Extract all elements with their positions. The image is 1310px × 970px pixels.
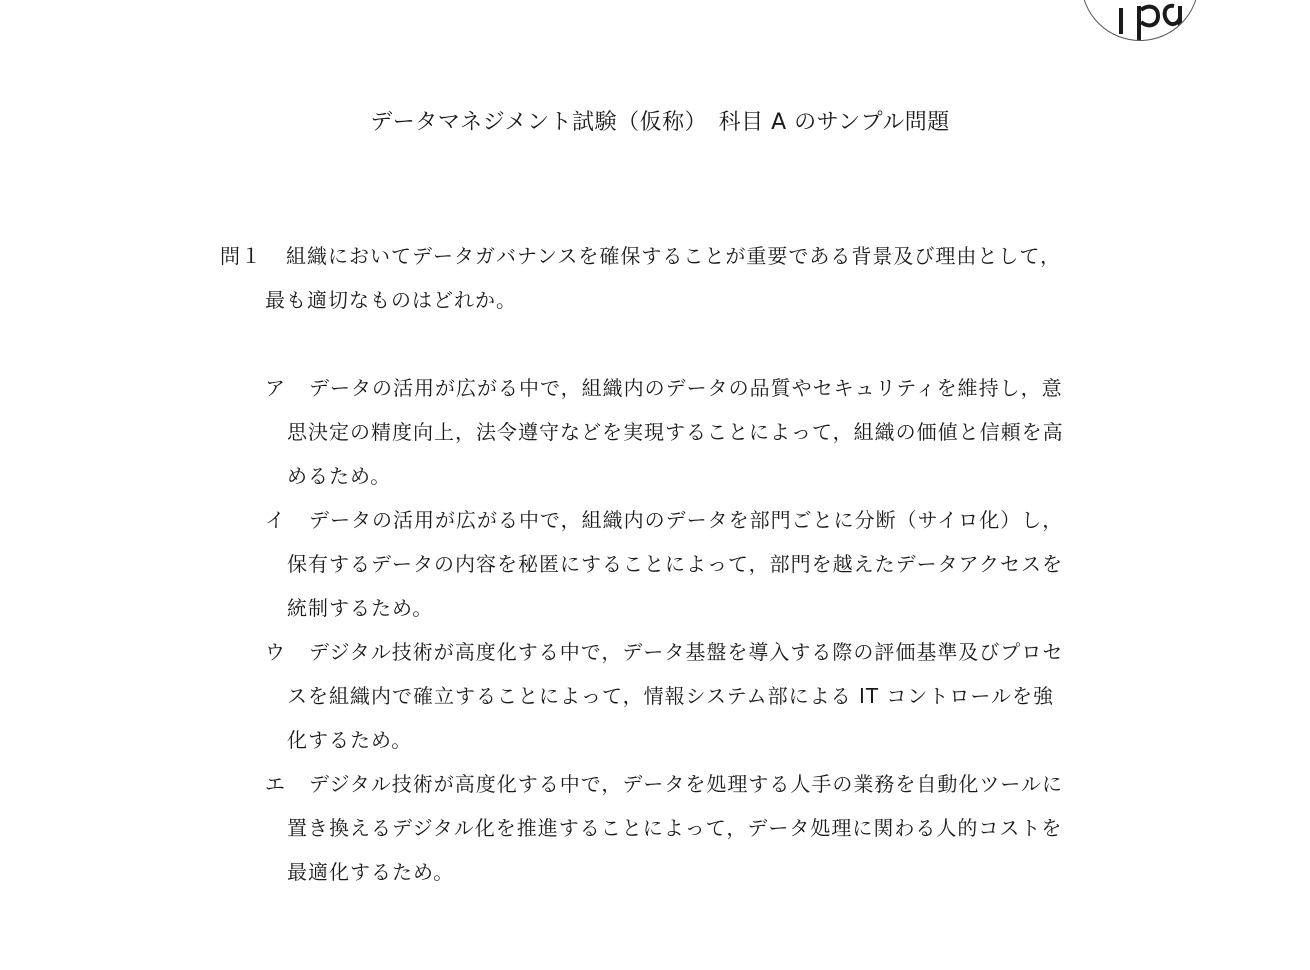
choice-e-marker: エ	[265, 772, 285, 796]
choice-a-line-1: データの活用が広がる中で，組織内のデータの品質やセキュリティを維持し，意	[309, 376, 1063, 400]
choice-u-line-1: デジタル技術が高度化する中で，データ基盤を導入する際の評価基準及びプロセ	[309, 640, 1064, 664]
choice-e-line-1: デジタル技術が高度化する中で，データを処理する人手の業務を自動化ツールに	[309, 772, 1063, 796]
choice-i-line-2: 保有するデータの内容を秘匿にすることによって，部門を越えたデータアクセスを	[287, 552, 1063, 576]
choice-u[interactable]	[265, 630, 1110, 762]
choice-e-line-3: 最適化するため。	[287, 860, 455, 884]
choice-e-line-2: 置き換えるデジタル化を推進することによって，データ処理に関わる人的コストを	[287, 816, 1063, 840]
question-stem-line-1	[220, 234, 1110, 278]
choice-e[interactable]	[265, 762, 1110, 894]
question-stem-line-2: 最も適切なものはどれか。	[265, 288, 517, 312]
question-text-1: 組織においてデータガバナンスを確保することが重要である背景及び理由として，	[286, 244, 1061, 268]
choice-i[interactable]	[265, 498, 1110, 630]
answer-choices	[265, 366, 1110, 894]
choice-a-line-3: めるため。	[287, 464, 392, 488]
choice-a[interactable]	[265, 366, 1110, 498]
choice-a-line-2: 思決定の精度向上，法令遵守などを実現することによって，組織の価値と信頼を高	[287, 420, 1064, 444]
choice-u-line-3: 化するため。	[287, 728, 413, 752]
choice-a-marker: ア	[265, 376, 285, 400]
choice-i-marker: イ	[265, 508, 285, 532]
choice-u-line-2: スを組織内で確立することによって，情報システム部による IT コントロールを強	[287, 684, 1055, 708]
choice-u-marker: ウ	[265, 640, 285, 664]
ipa-logo	[1081, 0, 1199, 41]
choice-i-line-1: データの活用が広がる中で，組織内のデータを部門ごとに分断（サイロ化）し，	[309, 508, 1064, 532]
question-1	[220, 234, 1110, 322]
question-number: 問１	[220, 244, 262, 268]
choice-i-line-3: 統制するため。	[287, 596, 434, 620]
page-title: データマネジメント試験（仮称） 科目 A のサンプル問題	[370, 110, 950, 135]
ipa-logo-mark	[1082, 0, 1198, 40]
